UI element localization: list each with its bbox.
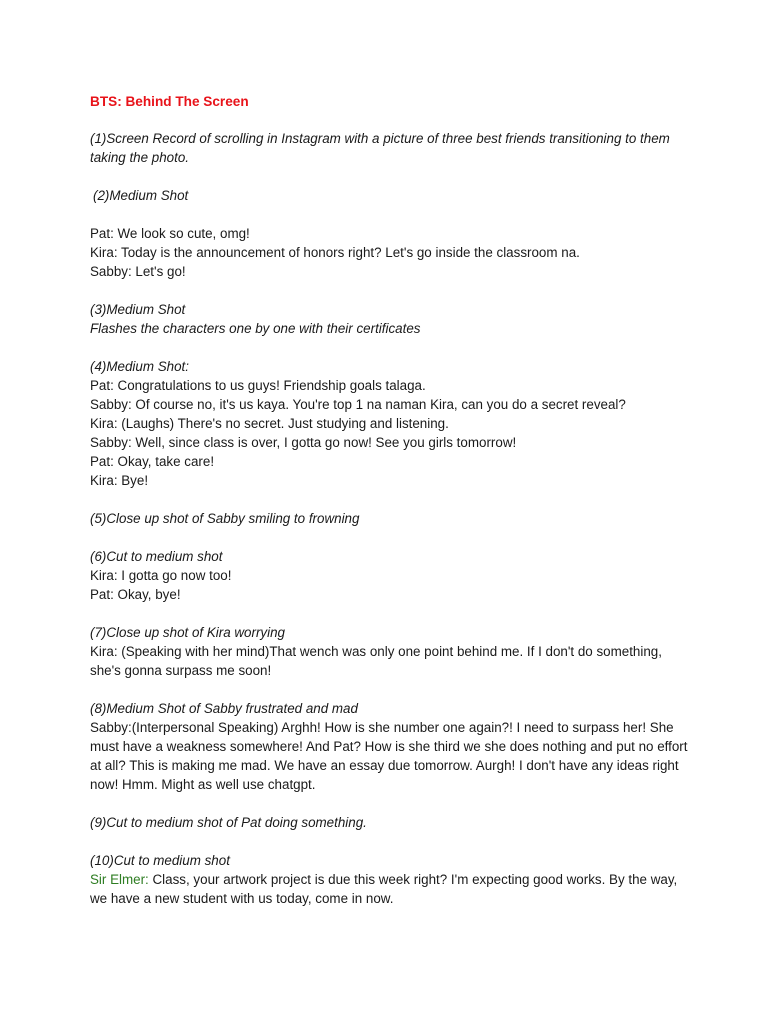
shot-direction: (9)Cut to medium shot of Pat doing something. [90,815,367,830]
dialogue-line: Kira: (Speaking with her mind)That wench was only one point behind me. If I don't do something, she's gonna surpass me soon! [90,644,662,678]
shot-direction: (1)Screen Record of scrolling in Instagram with a picture of three best friends transitioning to them taking the photo. [90,131,670,165]
dialogue-line: Sabby: Well, since class is over, I gotta go now! See you girls tomorrow! [90,435,517,450]
script-block [90,851,690,908]
dialogue-line: Sabby: Of course no, it's us kaya. You're top 1 na naman Kira, can you do a secret reveal? [90,397,626,412]
shot-direction: (2)Medium Shot [93,188,189,203]
shot-direction: (3)Medium Shot [90,302,186,317]
dialogue-line: Kira: I gotta go now too! [90,568,232,583]
script-block [90,623,690,680]
shot-direction: (5)Close up shot of Sabby smiling to frowning [90,511,360,526]
shot-direction: Flashes the characters one by one with their certificates [90,321,421,336]
dialogue-line: Kira: (Laughs) There's no secret. Just studying and listening. [90,416,449,431]
script-block [90,357,690,490]
dialogue-line: Pat: We look so cute, omg! [90,226,250,241]
shot-direction: (6)Cut to medium shot [90,549,223,564]
script-block [90,509,690,528]
speaker-name: Sir Elmer: [90,872,149,887]
dialogue-line [90,870,690,908]
script-block [90,224,690,281]
dialogue-text: Class, your artwork project is due this week right? I'm expecting good works. By the way, we have a new student with us today, come in now. [90,872,678,906]
dialogue-line: Sabby: Let's go! [90,264,186,279]
dialogue-line: Sabby:(Interpersonal Speaking) Arghh! How is she number one again?! I need to surpass her! She must have a weakness somewhere! And Pat? How is she third we she does nothing and put no effort at all? This is making me mad. We have an essay due tomorrow. Aurgh! I don't have any ideas right now! Hmm. Might as well use chatgpt. [90,720,688,792]
script-block [90,129,690,167]
dialogue-line: Pat: Congratulations to us guys! Friendship goals talaga. [90,378,426,393]
shot-direction: (4)Medium Shot: [90,359,189,374]
dialogue-line: Pat: Okay, take care! [90,454,215,469]
dialogue-line: Pat: Okay, bye! [90,587,181,602]
dialogue-line: Kira: Today is the announcement of honors right? Let's go inside the classroom na. [90,245,580,260]
script-block [90,547,690,604]
document-title: BTS: Behind The Screen [90,94,249,109]
dialogue-line: Kira: Bye! [90,473,149,488]
shot-direction: (8)Medium Shot of Sabby frustrated and mad [90,701,358,716]
script-document [90,92,690,927]
shot-direction: (10)Cut to medium shot [90,853,230,868]
shot-direction: (7)Close up shot of Kira worrying [90,625,285,640]
script-block [90,699,690,794]
script-block [90,186,690,205]
script-blocks [90,129,690,908]
script-block [90,300,690,338]
script-block [90,813,690,832]
